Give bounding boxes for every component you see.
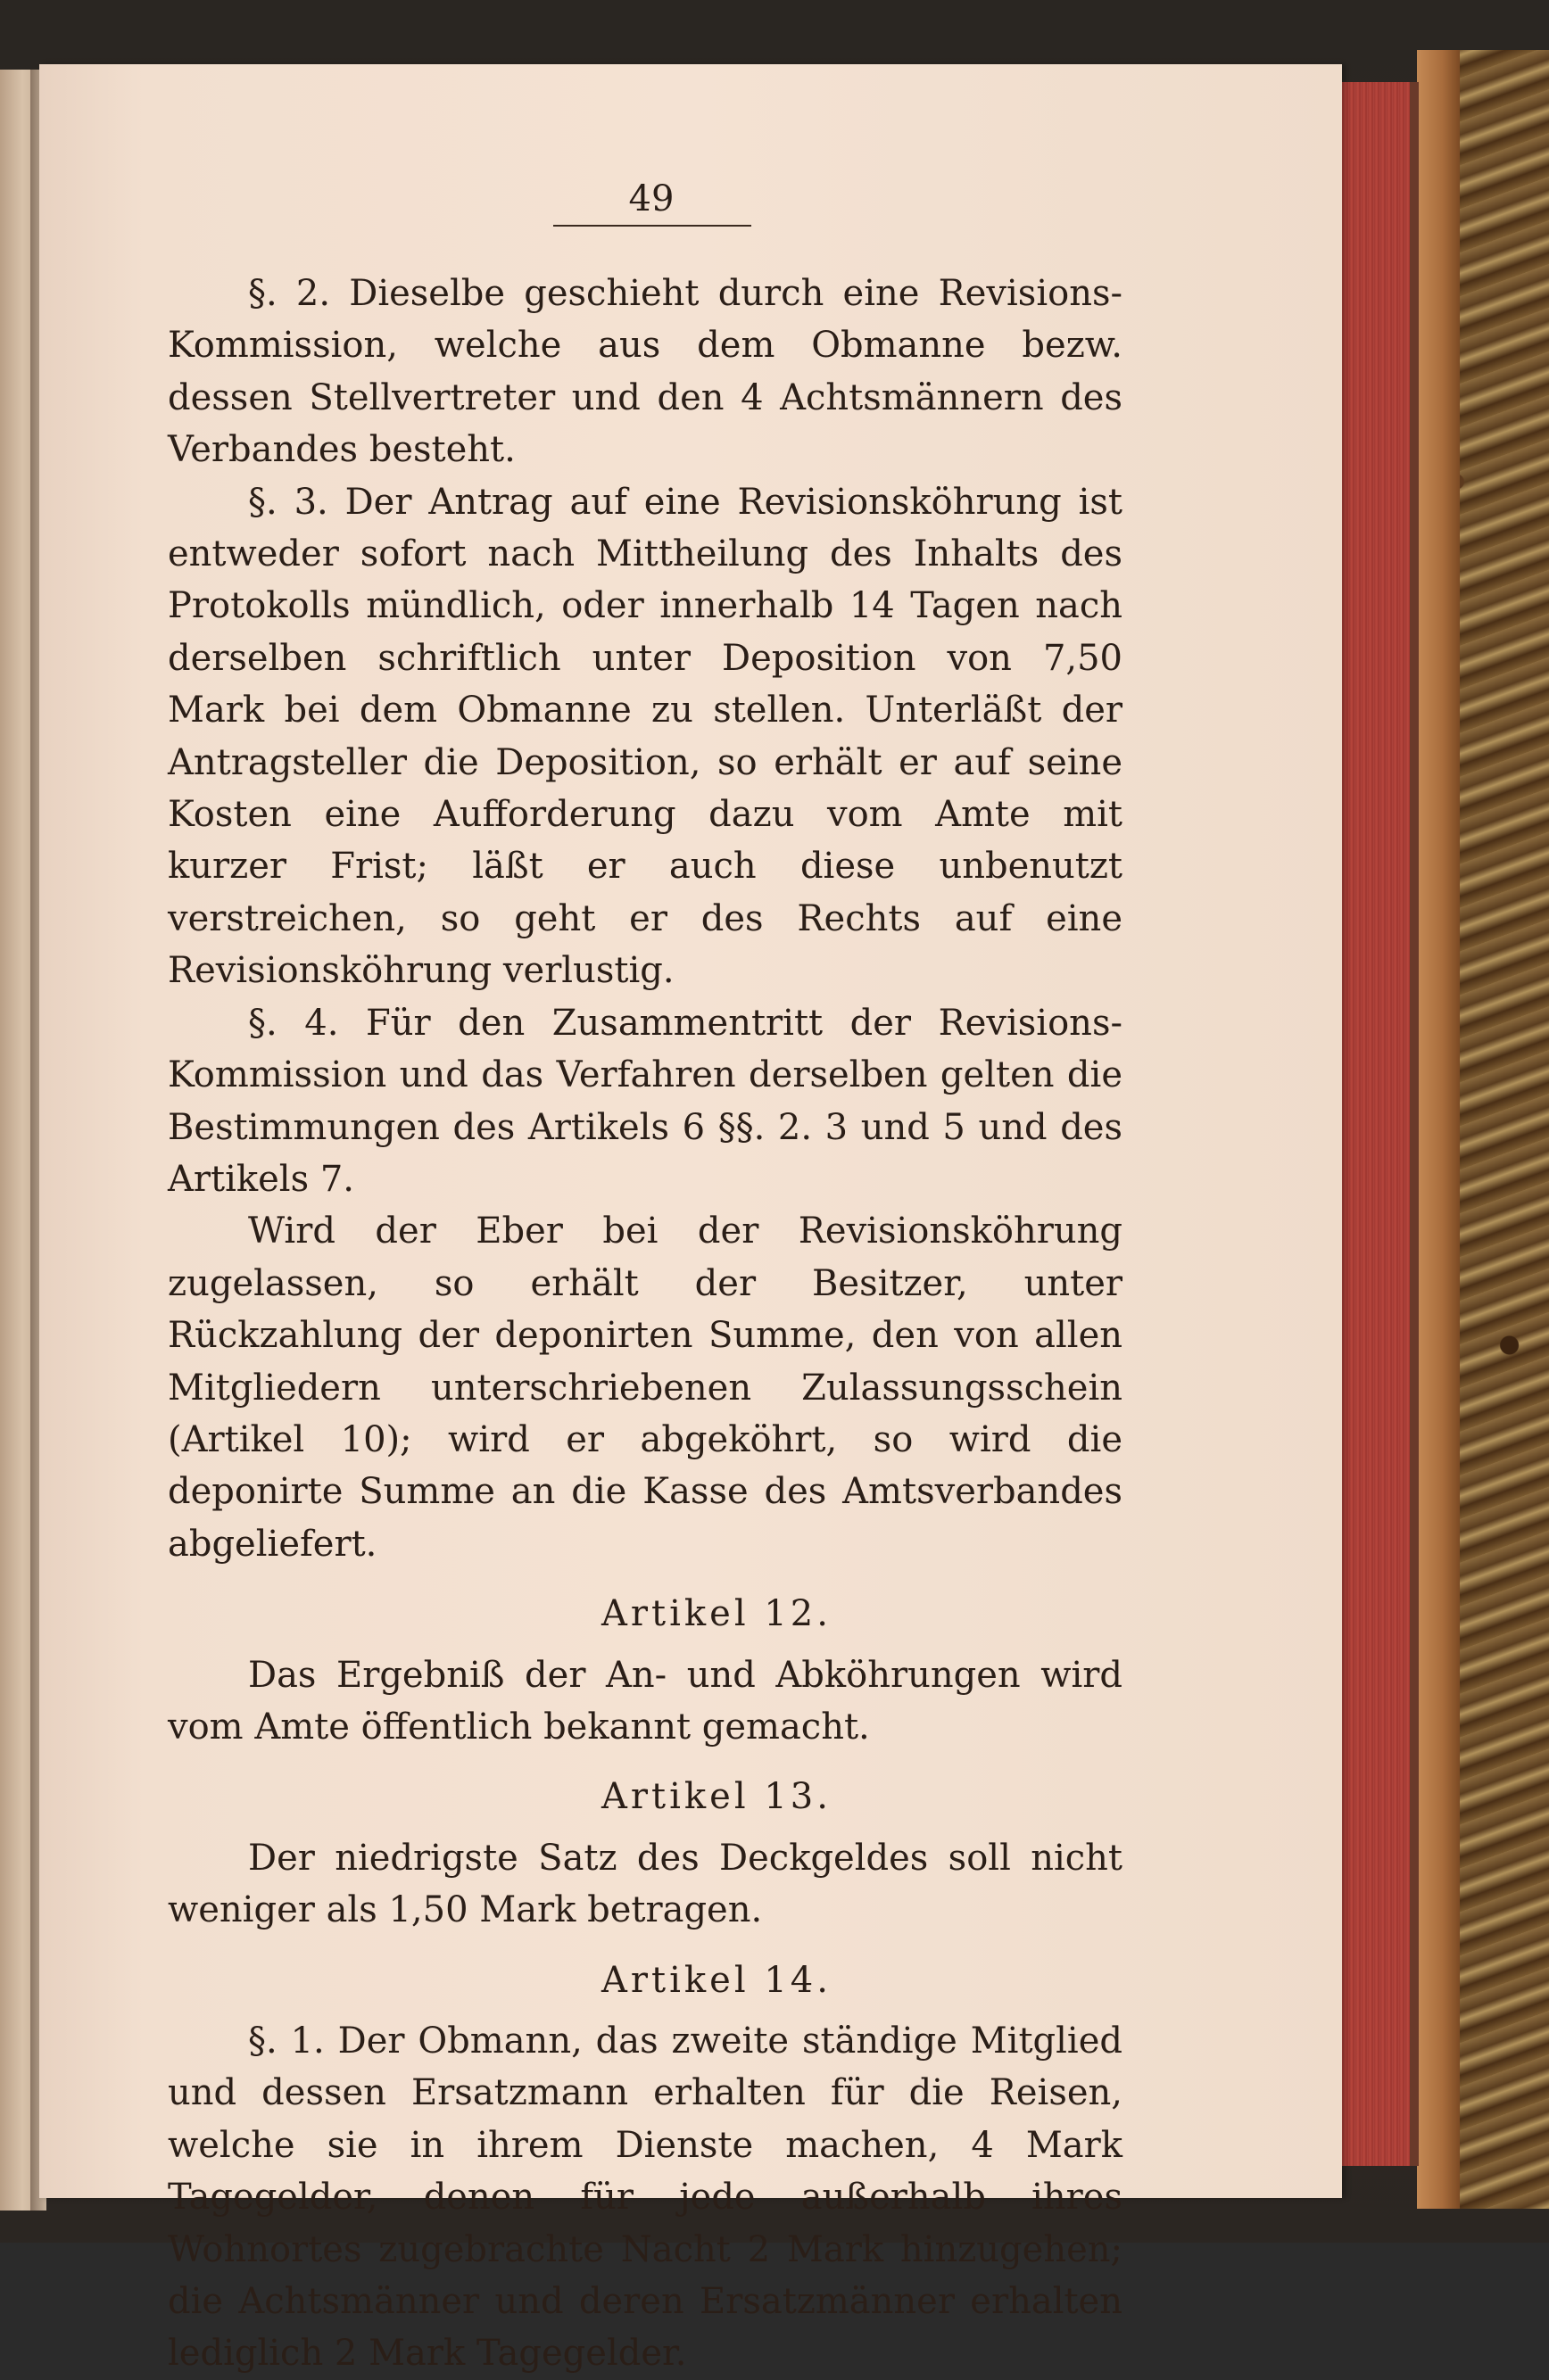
paragraph-section-3: §. 3. Der Antrag auf eine Revisionsköhrung ist entweder sofort nach Mittheilung des Inhalts des Protokolls mündlich, oder innerhalb 14 Tagen nach derselben schriftlich unter Deposition von 7,50 Mark bei dem Obmanne zu stellen. Unterläßt der Antragsteller die Deposition, so erhält er auf seine Kosten eine Aufforderung dazu vom Amte mit kurzer Frist; läßt er auch diese unbenutzt verstreichen, so geht er des Rechts auf eine Revisionsköhrung verlustig. [168,481,1122,992]
paragraph-section-2: §. 2. Dieselbe geschieht durch eine Revisions-Kommission, welche aus dem Obmanne bezw. dessen Stellvertreter und den 4 Achtsmännern des Verbandes besteht. [168,273,1122,471]
article-14-heading: Artikel 14. [601,1959,832,2001]
article-14-section-1: §. 1. Der Obmann, das zweite ständige Mitglied und dessen Ersatzmann erhalten für die Reisen, welche sie in ihrem Dienste machen, 4 Mark Tagegelder, denen für jede außerhalb ihres Wohnortes zugebrachte Nacht 2 Mark hinzugehen; die Achtsmänner und deren Ersatzmänner erhalten lediglich 2 Mark Tagegelder. [168,2021,1122,2375]
article-12-heading: Artikel 12. [601,1593,832,1635]
page-number: 49 [628,178,675,219]
article-13-heading: Artikel 13. [601,1776,832,1818]
page-text [168,268,1122,2380]
paragraph-section-4: §. 4. Für den Zusammentritt der Revisions-Kommission und das Verfahren derselben gelten die Bestimmungen des Artikels 6 §§. 2. 3 und 5 und des Artikels 7. [168,1002,1122,1200]
article-12-text: Das Ergebniß der An- und Abköhrungen wird vom Amte öffentlich bekannt gemacht. [168,1654,1122,1748]
header-rule [553,225,751,227]
red-page-edges [1335,82,1413,2166]
article-13-text: Der niedrigste Satz des Deckgeldes soll nicht weniger als 1,50 Mark betragen. [168,1837,1122,1931]
paragraph-section-4-continued: Wird der Eber bei der Revisionsköhrung zugelassen, so erhält der Besitzer, unter Rückzahlung der deponirten Summe, den von allen Mitgliedern unterschriebenen Zulassungsschein (Artikel 10); wird er abgeköhrt, so wird die deponirte Summe an die Kasse des Amtsverbandes abgeliefert. [168,1211,1122,1565]
page-edges-shadow [1410,82,1419,2166]
leather-spine [1417,50,1460,2209]
